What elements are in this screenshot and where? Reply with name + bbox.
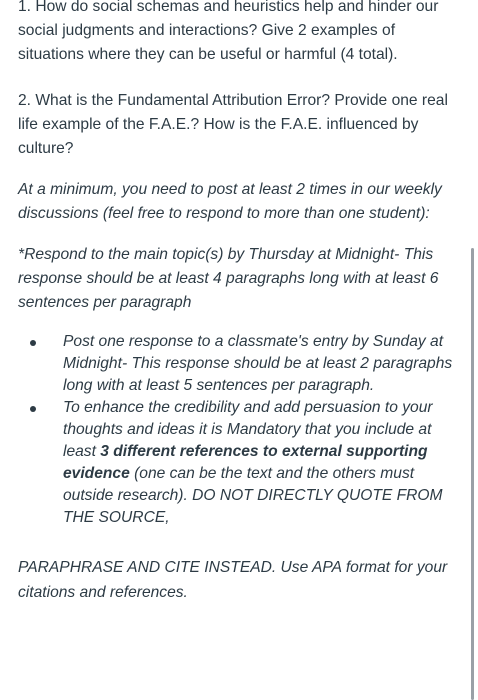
- posting-requirement: At a minimum, you need to post at least 2 times in our weekly discussions (feel free to respond to more than one student):: [18, 181, 442, 222]
- references-text-after: (one can be the text and the others must outside research). DO NOT DIRECTLY QUOTE FROM THE SOURCE,: [63, 465, 443, 526]
- main-response-requirement: *Respond to the main topic(s) by Thursday at Midnight- This response should be at least 4 paragraphs long with at least 6 sentences per paragraph: [18, 246, 439, 311]
- scrollbar[interactable]: [471, 248, 474, 700]
- question-1: 1. How do social schemas and heuristics help and hinder our social judgments and interactions? Give 2 examples of situations where they can be useful or harmful (4 total).: [18, 0, 439, 63]
- list-item: [63, 331, 458, 397]
- discussion-prompt: [18, 0, 458, 605]
- classmate-response-requirement: Post one response to a classmate's entry by Sunday at Midnight- This response should be at least 2 paragraphs long with at least 5 sentences per paragraph.: [63, 333, 453, 394]
- references-text-before: To enhance the credibility and add persuasion to your thoughts and ideas it is Mandatory that you include at least: [63, 399, 433, 460]
- citation-instruction: PARAPHRASE AND CITE INSTEAD. Use APA format for your citations and references.: [18, 559, 448, 601]
- list-item: [63, 397, 458, 529]
- requirements-list: [18, 331, 458, 529]
- references-emphasis: 3 different references to external supporting evidence: [63, 443, 428, 482]
- question-2: 2. What is the Fundamental Attribution Error? Provide one real life example of the F.A.E.? How is the F.A.E. influenced by culture?: [18, 92, 448, 157]
